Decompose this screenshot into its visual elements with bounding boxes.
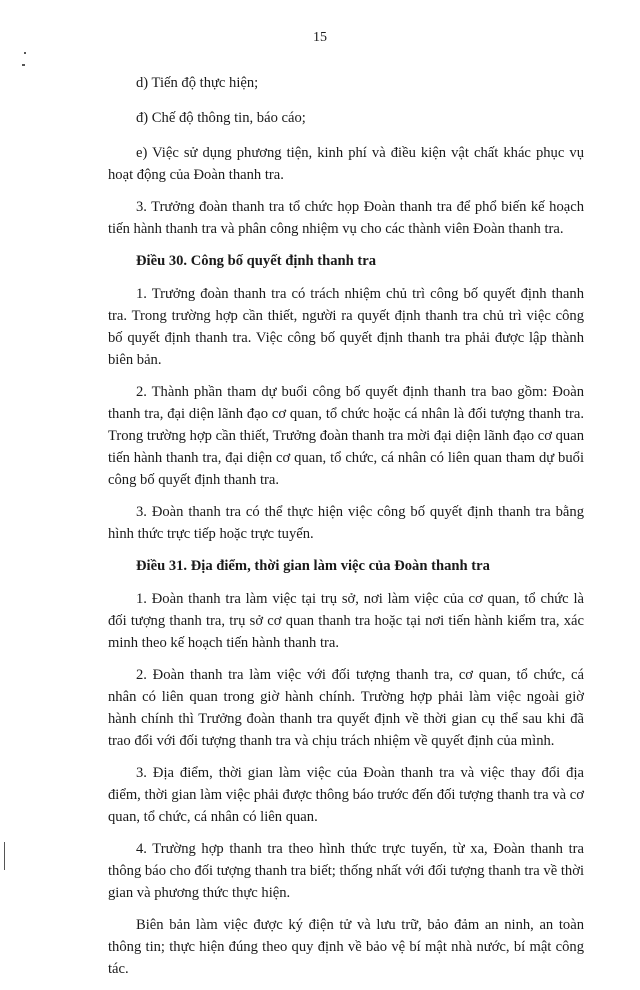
article-30-heading: Điều 30. Công bố quyết định thanh tra [136,253,377,269]
scan-speck [22,64,25,66]
clause-3-team-meeting: 3. Trưởng đoàn thanh tra tổ chức họp Đoàn thanh tra để phổ biến kế hoạch tiến hành thanh tra và phân công nhiệm vụ cho các thành viên Đoàn thanh tra. [108,199,584,237]
article-31-clause-4: 4. Trường hợp thanh tra theo hình thức trực tuyến, từ xa, Đoàn thanh tra thông báo cho đối tượng thanh tra biết; thống nhất với đối tượng thanh tra về thời gian và phương thức thực hiện. [108,841,584,901]
article-31-minutes-note: Biên bản làm việc được ký điện tử và lưu trữ, bảo đảm an ninh, an toàn thông tin; thực hiện đúng theo quy định về bảo vệ bí mật nhà nước, bí mật công tác. [108,917,584,977]
page-number: 15 [313,30,327,45]
article-31-clause-3: 3. Địa điểm, thời gian làm việc của Đoàn thanh tra và việc thay đổi địa điểm, thời gian làm việc phải được thông báo trước đến đối tượng thanh tra và cơ quan, tổ chức, cá nhân có liên quan. [108,765,584,825]
item-dd: đ) Chế độ thông tin, báo cáo; [136,110,306,126]
item-d: d) Tiến độ thực hiện; [136,75,259,91]
document-body [108,72,584,990]
scan-speck [4,842,5,870]
item-e: e) Việc sử dụng phương tiện, kinh phí và điều kiện vật chất khác phục vụ hoạt động của Đoàn thanh tra. [108,145,584,183]
article-31-clause-2: 2. Đoàn thanh tra làm việc với đối tượng thanh tra, cơ quan, tổ chức, cá nhân có liên quan trong giờ hành chính. Trường hợp phải làm việc ngoài giờ hành chính thì Trưởng đoàn thanh tra quyết định về thời gian cụ thể sau khi đã trao đổi với đối tượng thanh tra và chịu trách nhiệm về quyết định của mình. [108,667,584,749]
article-31-clause-1: 1. Đoàn thanh tra làm việc tại trụ sở, nơi làm việc của cơ quan, tổ chức là đối tượng thanh tra, trụ sở cơ quan thanh tra hoặc tại nơi tiến hành kiểm tra, xác minh theo kế hoạch tiến hành thanh tra. [108,591,584,651]
article-30-clause-1: 1. Trưởng đoàn thanh tra có trách nhiệm chủ trì công bố quyết định thanh tra. Trong trường hợp cần thiết, người ra quyết định thanh tra chủ trì việc công bố quyết định thanh tra. Việc công bố quyết định thanh tra phải được lập thành biên bản. [108,286,584,368]
article-30-clause-2: 2. Thành phần tham dự buổi công bố quyết định thanh tra bao gồm: Đoàn thanh tra, đại diện lãnh đạo cơ quan, tổ chức hoặc cá nhân là đối tượng thanh tra. Trong trường hợp cần thiết, Trưởng đoàn thanh tra mời đại diện lãnh đạo cơ quan tiến hành thanh tra, đại diện cơ quan, tổ chức, cá nhân có liên quan tham dự buổi công bố quyết định thanh tra. [108,384,584,488]
scan-speck [24,52,26,54]
article-31-heading: Điều 31. Địa điểm, thời gian làm việc của Đoàn thanh tra [136,558,490,574]
article-30-clause-3: 3. Đoàn thanh tra có thể thực hiện việc công bố quyết định thanh tra bằng hình thức trực tiếp hoặc trực tuyến. [108,504,584,542]
